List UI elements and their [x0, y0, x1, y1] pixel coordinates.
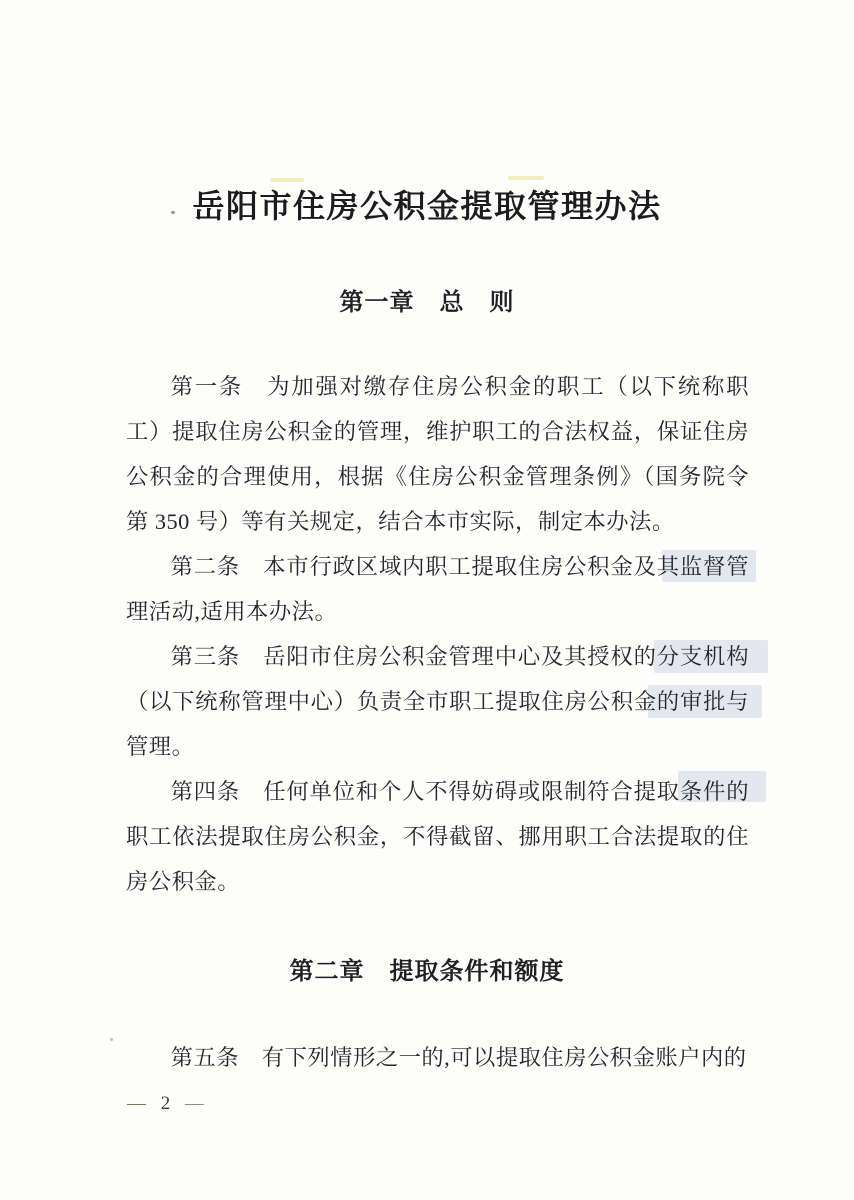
article-5-paragraph: 第五条 有下列情形之一的,可以提取住房公积金账户内的	[170, 1045, 747, 1070]
body-text-block	[126, 364, 749, 904]
page-footer	[127, 1093, 206, 1115]
article-1-paragraph: 第一条 为加强对缴存住房公积金的职工（以下统称职工）提取住房公积金的管理，维护职工的合法权益，保证住房公积金的合理使用，根据《住房公积金管理条例》（国务院令第 350 号）等有关规定，结合本市实际，制定本办法。	[126, 374, 749, 534]
article-4-paragraph: 第四条 任何单位和个人不得妨碍或限制符合提取条件的职工依法提取住房公积金，不得截留、挪用职工合法提取的住房公积金。	[126, 779, 749, 894]
scan-yellow-streak	[508, 176, 544, 180]
article-5-text-block	[126, 1035, 749, 1080]
article-3-paragraph: 第三条 岳阳市住房公积金管理中心及其授权的分支机构（以下统称管理中心）负责全市职工提取住房公积金的审批与管理。	[126, 644, 749, 759]
chapter-1-heading: 第一章 总 则	[339, 289, 515, 316]
footer-dash-left: —	[127, 1093, 148, 1114]
footer-dash-right: —	[185, 1093, 206, 1114]
article-2-paragraph: 第二条 本市行政区域内职工提取住房公积金及其监督管理活动,适用本办法。	[126, 554, 749, 624]
document-title: 岳阳市住房公积金提取管理办法	[192, 188, 662, 224]
scan-speck	[110, 1038, 113, 1041]
chapter-2-heading: 第二章 提取条件和额度	[289, 958, 565, 985]
page-number: 2	[160, 1093, 173, 1114]
